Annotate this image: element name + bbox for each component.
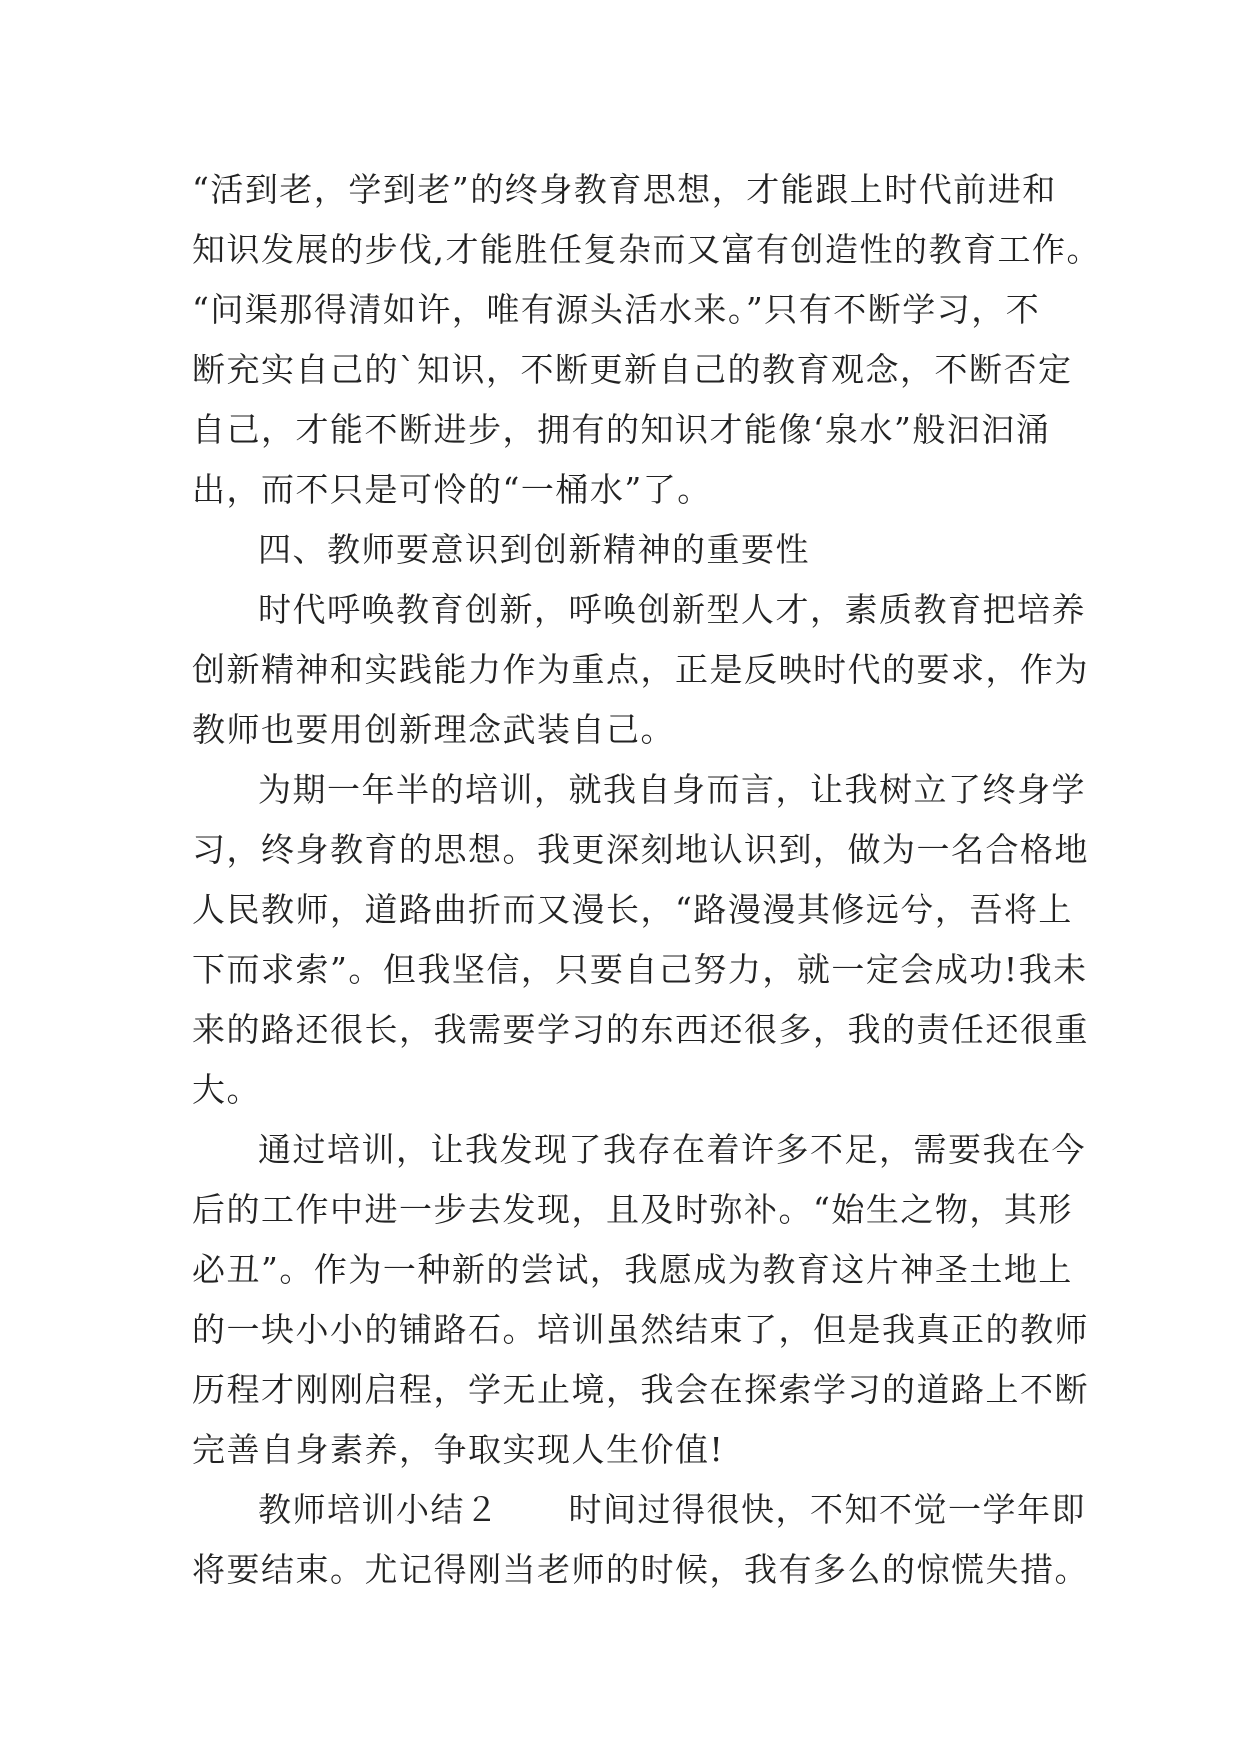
text-line: 断充实自己的`知识，不断更新自己的教育观念，不断否定 <box>192 350 1073 389</box>
section-heading: 四、教师要意识到创新精神的重要性 <box>258 530 810 569</box>
text-line: 创新精神和实践能力作为重点，正是反映时代的要求，作为 <box>192 650 1089 689</box>
text-line: 人民教师，道路曲折而又漫长，“路漫漫其修远兮，吾将上 <box>192 890 1073 929</box>
text-line: 教师培训小结２ 时间过得很快，不知不觉一学年即 <box>258 1490 1086 1529</box>
document-body <box>192 160 1101 1600</box>
text-line: 完善自身素养，争取实现人生价值! <box>192 1430 725 1469</box>
text-line: 教师也要用创新理念武装自己。 <box>192 710 675 749</box>
text-line: “问渠那得清如许，唯有源头活水来。”只有不断学习，不 <box>192 290 1041 329</box>
text-line: 时代呼唤教育创新，呼唤创新型人才，素质教育把培养 <box>258 590 1086 629</box>
text-line: 通过培训，让我发现了我存在着许多不足，需要我在今 <box>258 1130 1086 1169</box>
text-line: 习，终身教育的思想。我更深刻地认识到，做为一名合格地 <box>192 830 1089 869</box>
text-line: 为期一年半的培训，就我自身而言，让我树立了终身学 <box>258 770 1086 809</box>
text-line: 必丑”。作为一种新的尝试，我愿成为教育这片神圣土地上 <box>192 1250 1073 1289</box>
text-line: 历程才刚刚启程，学无止境，我会在探索学习的道路上不断 <box>192 1370 1089 1409</box>
text-line: 大。 <box>192 1070 261 1109</box>
text-line: 将要结束。尤记得刚当老师的时候，我有多么的惊慌失措。 <box>192 1550 1089 1589</box>
text-line: 下而求索”。但我坚信，只要自己努力，就一定会成功!我未 <box>192 950 1088 989</box>
text-line: 出，而不只是可怜的“一桶水”了。 <box>192 470 712 509</box>
text-line: 自己，才能不断进步，拥有的知识才能像‘泉水”般汩汩涌 <box>192 410 1051 449</box>
text-line: 后的工作中进一步去发现，且及时弥补。“始生之物，其形 <box>192 1190 1073 1229</box>
text-line: 来的路还很长，我需要学习的东西还很多，我的责任还很重 <box>192 1010 1089 1049</box>
text-line: 的一块小小的铺路石。培训虽然结束了，但是我真正的教师 <box>192 1310 1089 1349</box>
text-line: 知识发展的步伐,才能胜任复杂而又富有创造性的教育工作。 <box>192 230 1101 269</box>
text-line: “活到老，学到老”的终身教育思想，才能跟上时代前进和 <box>192 170 1057 209</box>
